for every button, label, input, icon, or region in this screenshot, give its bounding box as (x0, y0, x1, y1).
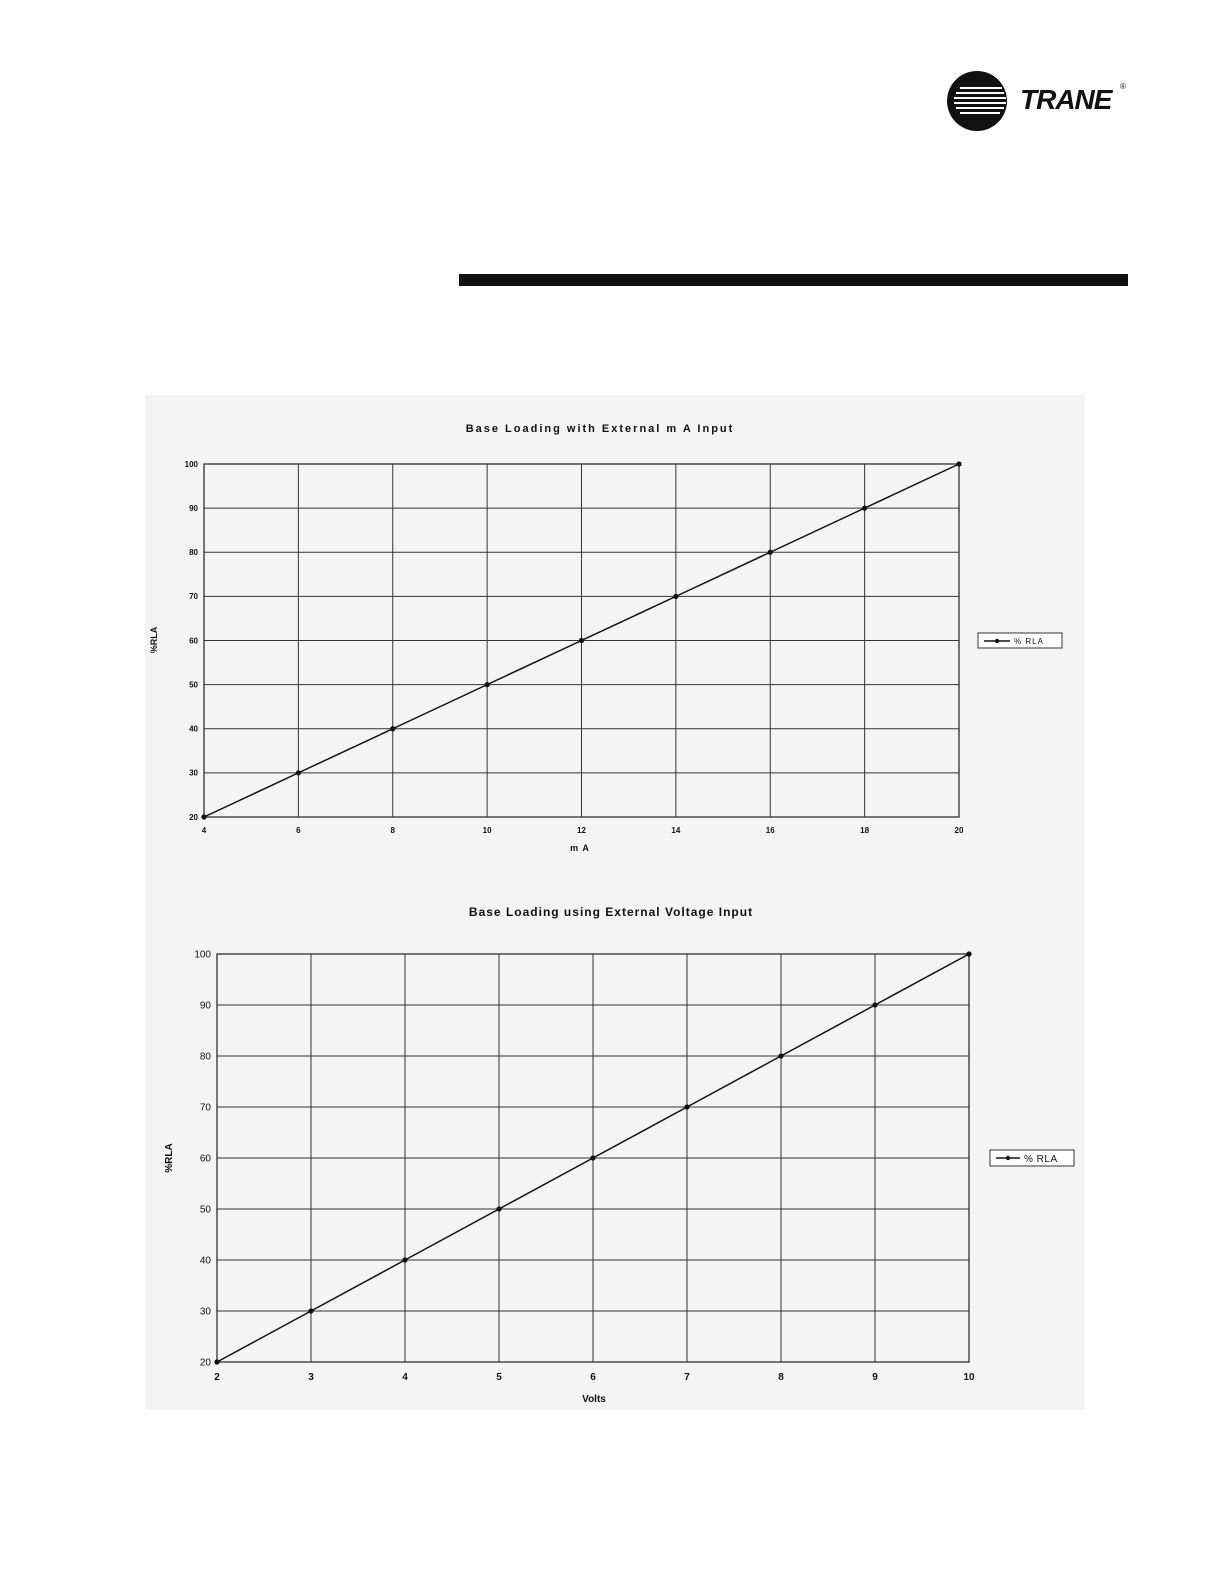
y-tick-label: 90 (199, 1000, 211, 1012)
x-tick-label: 10 (482, 826, 492, 835)
legend-label: % RLA (1024, 1154, 1058, 1165)
x-tick-label: 12 (577, 826, 586, 835)
x-tick-label: 6 (296, 826, 301, 835)
x-tick-label: 8 (390, 826, 395, 835)
y-tick-label: 80 (199, 1051, 211, 1063)
y-tick-label: 30 (189, 768, 198, 778)
y-tick-label: 60 (199, 1153, 211, 1165)
data-point (684, 1104, 689, 1109)
data-point (402, 1257, 407, 1262)
y-tick-label: 100 (194, 949, 211, 961)
x-tick-label: 4 (201, 826, 207, 835)
data-point (590, 1155, 595, 1160)
x-tick-label: 6 (590, 1372, 596, 1383)
x-axis-label: Volts (582, 1394, 606, 1405)
data-point (966, 951, 971, 956)
y-tick-label: 50 (189, 680, 198, 690)
y-tick-label: 70 (189, 592, 198, 602)
x-tick-label: 4 (402, 1372, 408, 1383)
y-tick-label: 30 (199, 1306, 211, 1318)
y-tick-label: 90 (189, 503, 198, 513)
data-point (308, 1308, 313, 1313)
y-axis-label: %RLA (164, 1143, 175, 1173)
x-tick-label: 7 (684, 1372, 690, 1383)
x-tick-label: 3 (308, 1372, 314, 1383)
y-axis-label: %RLA (149, 626, 159, 654)
x-tick-label: 9 (872, 1372, 878, 1383)
y-tick-label: 20 (189, 812, 198, 822)
x-tick-label: 20 (954, 826, 964, 835)
data-point (214, 1359, 219, 1364)
legend (990, 1150, 1074, 1166)
data-point (872, 1002, 877, 1007)
y-tick-label: 40 (189, 724, 198, 734)
x-tick-label: 16 (765, 826, 775, 835)
data-point (778, 1053, 783, 1058)
brand-name: TRANE (1020, 84, 1112, 115)
data-point (496, 1206, 501, 1211)
x-tick-label: 10 (963, 1372, 975, 1383)
legend-label: % RLA (1014, 637, 1044, 646)
x-tick-label: 8 (778, 1372, 784, 1383)
x-tick-label: 18 (860, 826, 870, 835)
y-tick-label: 50 (199, 1204, 211, 1216)
y-tick-label: 60 (189, 636, 198, 646)
y-tick-label: 40 (199, 1255, 211, 1267)
chart-title: Base Loading using External Voltage Input (468, 905, 754, 919)
x-axis-label: m A (570, 843, 590, 853)
y-tick-label: 20 (199, 1357, 211, 1369)
x-tick-label: 14 (671, 826, 681, 835)
registered-mark: ® (1120, 82, 1126, 91)
x-tick-label: 5 (496, 1372, 502, 1383)
x-tick-label: 2 (214, 1372, 220, 1383)
chart-title: Base Loading with External m A Input (465, 423, 735, 435)
y-tick-label: 80 (189, 548, 198, 558)
y-tick-label: 70 (199, 1102, 211, 1114)
y-tick-label: 100 (184, 459, 198, 469)
